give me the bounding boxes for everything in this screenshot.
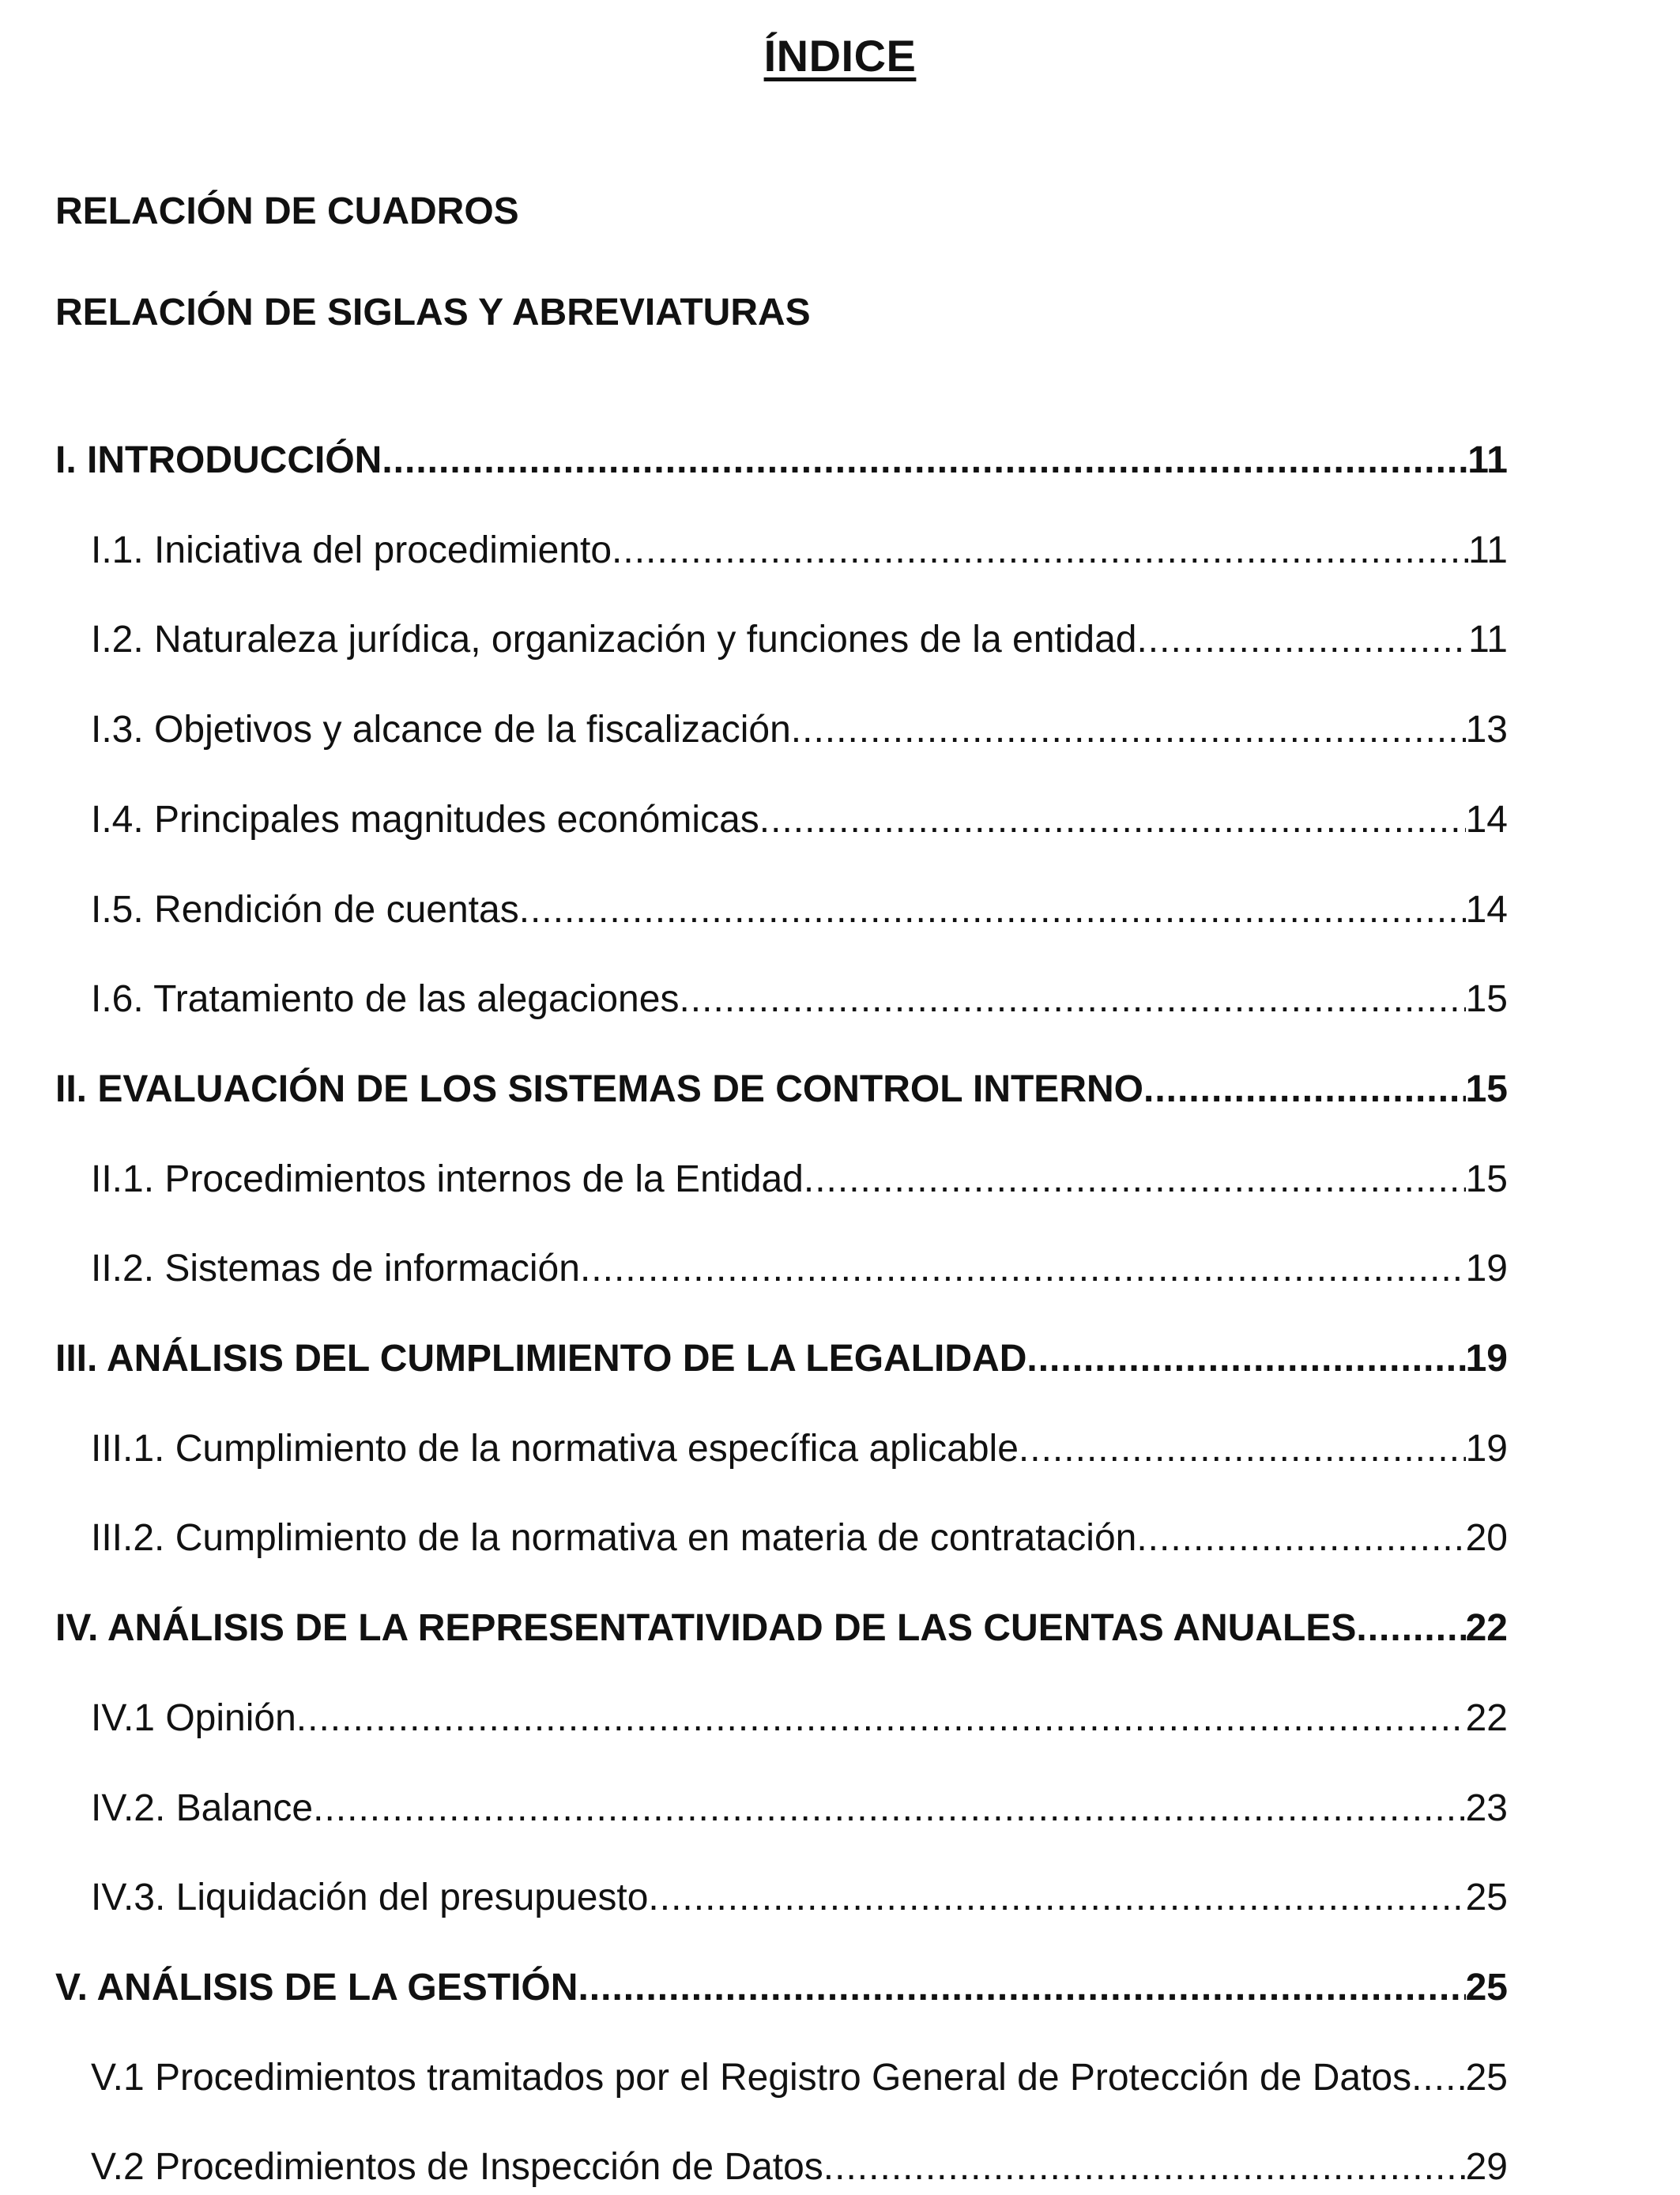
toc-dot-leader	[382, 433, 1467, 488]
toc-page-number: 13	[1465, 709, 1508, 751]
toc-dot-leader	[313, 1781, 1466, 1836]
toc-dot-leader	[519, 883, 1466, 938]
toc-page-number: 11	[1468, 529, 1508, 571]
toc-dot-leader	[580, 1241, 1466, 1297]
toc-subsection-entry	[55, 793, 1508, 848]
toc-dot-leader	[791, 702, 1466, 758]
toc-page-number: 19	[1465, 1428, 1508, 1470]
toc-subsection-entry	[55, 2140, 1508, 2195]
toc-section-entry	[55, 433, 1508, 488]
toc-subsection-entry	[55, 972, 1508, 1027]
toc-entry-label: V.2 Procedimientos de Inspección de Datos	[91, 2146, 823, 2188]
toc-dot-leader	[823, 2140, 1466, 2195]
toc-page-number: 15	[1465, 1158, 1508, 1200]
toc-page-number: 22	[1465, 1697, 1508, 1739]
toc-dot-leader	[1411, 2050, 1466, 2106]
toc-page-number: 19	[1465, 1338, 1508, 1380]
toc-dot-leader	[1026, 1331, 1465, 1387]
toc-entry-label: I. INTRODUCCIÓN	[55, 439, 382, 481]
toc-subsection-entry	[55, 2050, 1508, 2106]
toc-subsection-entry	[55, 702, 1508, 758]
toc-entry-label: IV.3. Liquidación del presupuesto	[91, 1877, 649, 1918]
toc-entry-label: I.2. Naturaleza jurídica, organización y funciones de la entidad	[91, 619, 1137, 661]
toc-section-entry	[55, 1062, 1508, 1117]
toc-entry-label: II. EVALUACIÓN DE LOS SISTEMAS DE CONTROL INTERNO	[55, 1068, 1143, 1110]
toc-entry-label: IV. ANÁLISIS DE LA REPRESENTATIVIDAD DE LAS CUENTAS ANUALES	[55, 1607, 1357, 1649]
toc-entry-label: IV.2. Balance	[91, 1787, 314, 1829]
toc-page-number: 14	[1465, 799, 1508, 841]
toc-section-entry	[55, 1601, 1508, 1656]
toc-page-number: 29	[1465, 2146, 1508, 2188]
toc-subsection-entry	[55, 1691, 1508, 1746]
toc-dot-leader	[1136, 612, 1468, 668]
toc-subsection-entry	[55, 612, 1508, 668]
list-of-tables-heading: RELACIÓN DE CUADROS	[55, 190, 519, 232]
toc-dot-leader	[648, 1870, 1465, 1926]
toc-section-entry	[55, 1331, 1508, 1387]
toc-entry-label: V.1 Procedimientos tramitados por el Registro General de Protección de Datos	[91, 2057, 1412, 2099]
toc-dot-leader	[1136, 1511, 1465, 1566]
toc-subsection-entry	[55, 523, 1508, 578]
toc-entry-label: I.3. Objetivos y alcance de la fiscalización	[91, 709, 791, 751]
toc-entry-label: V. ANÁLISIS DE LA GESTIÓN	[55, 1967, 578, 2009]
list-of-abbreviations-heading: RELACIÓN DE SIGLAS Y ABREVIATURAS	[55, 292, 811, 333]
toc-subsection-entry	[55, 1511, 1508, 1566]
toc-page-number: 20	[1465, 1517, 1508, 1559]
toc-page-number: 15	[1465, 1068, 1508, 1110]
toc-subsection-entry	[55, 1781, 1508, 1836]
toc-page-number: 14	[1465, 889, 1508, 931]
toc-entry-label: III. ANÁLISIS DEL CUMPLIMIENTO DE LA LEGALIDAD	[55, 1338, 1027, 1380]
toc-subsection-entry	[55, 1241, 1508, 1297]
toc-page-number: 22	[1465, 1607, 1508, 1649]
toc-entry-label: II.2. Sistemas de información	[91, 1248, 580, 1290]
toc-dot-leader	[679, 972, 1465, 1027]
toc-entry-label: IV.1 Opinión	[91, 1697, 296, 1739]
toc-dot-leader	[759, 793, 1466, 848]
toc-dot-leader	[612, 523, 1468, 578]
toc-dot-leader	[1356, 1601, 1465, 1656]
toc-dot-leader	[1019, 1421, 1466, 1477]
toc-entry-label: I.6. Tratamiento de las alegaciones	[91, 978, 680, 1020]
toc-entry-label: I.1. Iniciativa del procedimiento	[91, 529, 612, 571]
toc-page-number: 11	[1467, 439, 1508, 481]
toc-entry-label: III.2. Cumplimiento de la normativa en materia de contratación	[91, 1517, 1137, 1559]
toc-page-number: 25	[1465, 2057, 1508, 2099]
toc-section-entry	[55, 1960, 1508, 2016]
toc-page-number: 19	[1465, 1248, 1508, 1290]
toc-subsection-entry	[55, 1421, 1508, 1477]
toc-entry-label: I.4. Principales magnitudes económicas	[91, 799, 759, 841]
toc-dot-leader	[296, 1691, 1466, 1746]
toc-entry-label: I.5. Rendición de cuentas	[91, 889, 519, 931]
toc-subsection-entry	[55, 883, 1508, 938]
toc-page-number: 25	[1465, 1877, 1508, 1918]
toc-page-number: 25	[1465, 1967, 1508, 2009]
toc-entry-label: III.1. Cumplimiento de la normativa específica aplicable	[91, 1428, 1019, 1470]
index-title: ÍNDICE	[763, 31, 917, 81]
toc-page-number: 11	[1468, 619, 1508, 661]
toc-dot-leader	[578, 1960, 1465, 2016]
toc-subsection-entry	[55, 1870, 1508, 1926]
toc-dot-leader	[804, 1152, 1466, 1207]
toc-page-number: 15	[1465, 978, 1508, 1020]
toc-page-number: 23	[1465, 1787, 1508, 1829]
toc-dot-leader	[1143, 1062, 1466, 1117]
toc-subsection-entry	[55, 1152, 1508, 1207]
toc-entry-label: II.1. Procedimientos internos de la Entidad	[91, 1158, 804, 1200]
